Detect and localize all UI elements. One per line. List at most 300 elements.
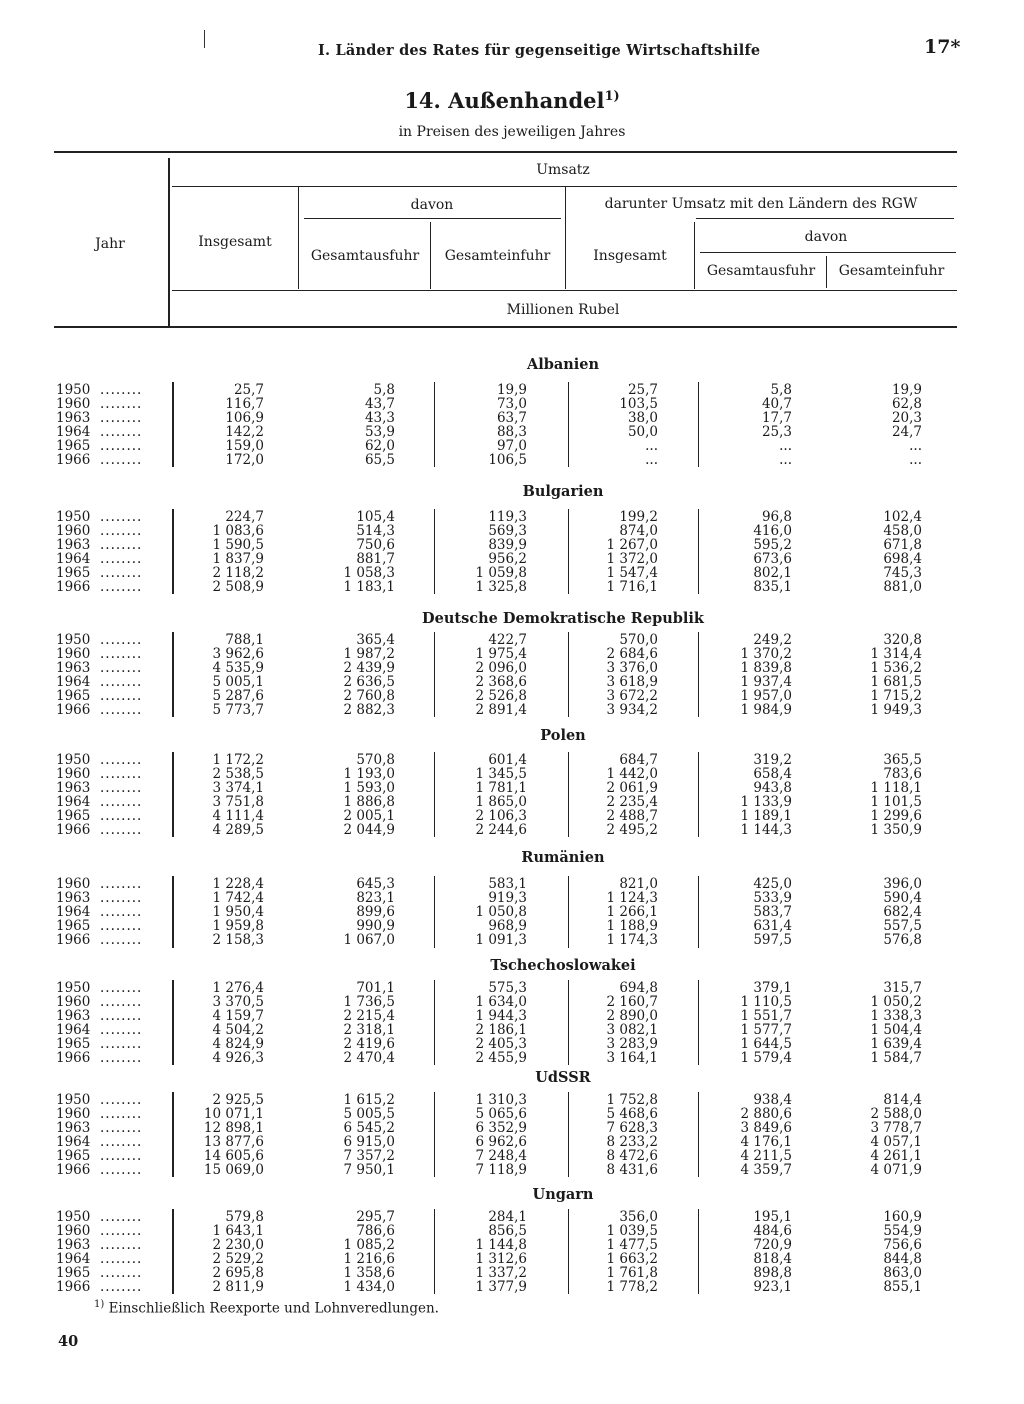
- value-cell: 1 644,5: [740, 1035, 792, 1052]
- value-cell: 19,9: [496, 382, 527, 398]
- value-cell: 199,2: [619, 509, 658, 525]
- value-cell: 1 577,7: [740, 1021, 792, 1038]
- table-row: [0, 1009, 1024, 1023]
- value-cell: 2 158,3: [212, 931, 264, 948]
- value-cell: 3 751,8: [212, 793, 264, 810]
- table-subtitle: in Preisen des jeweiligen Jahres: [398, 124, 626, 140]
- value-cell: 7 248,4: [475, 1147, 527, 1164]
- value-cell: 2 318,1: [343, 1021, 395, 1038]
- dot-leader: ........: [100, 1105, 143, 1122]
- value-cell: 1 050,2: [870, 993, 922, 1010]
- value-cell: 823,1: [356, 889, 395, 906]
- value-cell: 2 508,9: [212, 578, 264, 595]
- value-cell: 1 216,6: [343, 1250, 395, 1267]
- value-cell: 2 538,5: [212, 765, 264, 782]
- value-cell: 745,3: [883, 564, 922, 581]
- year-cell: 1960: [56, 645, 91, 662]
- value-cell: 783,6: [883, 765, 922, 782]
- value-cell: 224,7: [225, 509, 264, 525]
- value-cell: 4 504,2: [212, 1021, 264, 1038]
- year-cell: 1964: [56, 793, 91, 810]
- value-cell: 673,6: [753, 550, 792, 567]
- table-row: [0, 1051, 1024, 1065]
- year-cell: 1966: [56, 1049, 91, 1066]
- dot-leader: ........: [100, 807, 143, 824]
- value-cell: 3 934,2: [606, 701, 658, 718]
- value-cell: 6 962,6: [475, 1133, 527, 1150]
- year-cell: 1963: [56, 1236, 91, 1253]
- year-cell: 1965: [56, 917, 91, 934]
- table-row: [0, 781, 1024, 795]
- value-cell: 1 957,0: [740, 687, 792, 704]
- value-cell: 97,0: [496, 437, 527, 454]
- value-cell: 1 477,5: [606, 1236, 658, 1253]
- value-cell: 684,7: [619, 752, 658, 768]
- value-cell: 1 085,2: [343, 1236, 395, 1253]
- value-cell: 1 975,4: [475, 645, 527, 662]
- value-cell: 756,6: [883, 1236, 922, 1253]
- year-cell: 1965: [56, 687, 91, 704]
- value-cell: 821,0: [619, 876, 658, 892]
- value-cell: 1 345,5: [475, 765, 527, 782]
- year-cell: 1964: [56, 1133, 91, 1150]
- value-cell: 1 228,4: [212, 876, 264, 892]
- value-cell: 631,4: [753, 917, 792, 934]
- dot-leader: ........: [100, 903, 143, 920]
- value-cell: 105,4: [356, 509, 395, 525]
- value-cell: 1 188,9: [606, 917, 658, 934]
- value-cell: 2 186,1: [475, 1021, 527, 1038]
- value-cell: 4 211,5: [740, 1147, 792, 1164]
- value-cell: 1 124,3: [606, 889, 658, 906]
- year-cell: 1966: [56, 931, 91, 948]
- year-cell: 1963: [56, 536, 91, 553]
- value-cell: 1 442,0: [606, 765, 658, 782]
- table-row: [0, 767, 1024, 781]
- year-cell: 1964: [56, 550, 91, 567]
- value-cell: 2 925,5: [212, 1092, 264, 1108]
- year-cell: 1960: [56, 765, 91, 782]
- value-cell: ...: [645, 437, 658, 454]
- value-cell: 1 059,8: [475, 564, 527, 581]
- value-cell: 142,2: [225, 423, 264, 440]
- value-cell: 595,2: [753, 536, 792, 553]
- value-cell: 1 039,5: [606, 1222, 658, 1239]
- section-label: Ungarn: [532, 1186, 594, 1203]
- value-cell: ...: [909, 451, 922, 468]
- header-umsatz: Umsatz: [536, 162, 590, 178]
- value-cell: 484,6: [753, 1222, 792, 1239]
- value-cell: 2 230,0: [212, 1236, 264, 1253]
- dot-leader: ........: [100, 1209, 143, 1225]
- table-row: [0, 524, 1024, 538]
- table-row: [0, 1238, 1024, 1252]
- dot-leader: ........: [100, 1133, 143, 1150]
- header-unit: Millionen Rubel: [506, 302, 620, 318]
- table-row: [0, 795, 1024, 809]
- value-cell: 1 536,2: [870, 659, 922, 676]
- header-rgw-davon: davon: [804, 229, 848, 245]
- dot-leader: ........: [100, 509, 143, 525]
- dot-leader: ........: [100, 1222, 143, 1239]
- value-cell: 694,8: [619, 980, 658, 996]
- value-cell: 583,1: [488, 876, 527, 892]
- table-row: [0, 647, 1024, 661]
- table-title: [0, 88, 1024, 113]
- value-cell: 50,0: [627, 423, 658, 440]
- dot-leader: ........: [100, 980, 143, 996]
- margin-mark: [204, 30, 205, 48]
- table-row: [0, 877, 1024, 891]
- value-cell: 2 588,0: [870, 1105, 922, 1122]
- header-rgw-gesamteinfuhr: Gesamteinfuhr: [838, 263, 945, 279]
- title-footnote-ref: 1): [604, 89, 620, 104]
- dot-leader: ........: [100, 395, 143, 412]
- value-cell: 576,8: [883, 931, 922, 948]
- table-row: [0, 689, 1024, 703]
- value-cell: 1 639,4: [870, 1035, 922, 1052]
- value-cell: 1 325,8: [475, 578, 527, 595]
- value-cell: 2 439,9: [343, 659, 395, 676]
- value-cell: 1 984,9: [740, 701, 792, 718]
- value-cell: 15 069,0: [203, 1161, 264, 1178]
- year-cell: 1966: [56, 578, 91, 595]
- value-cell: 881,0: [883, 578, 922, 595]
- dot-leader: ........: [100, 659, 143, 676]
- value-cell: 1 716,1: [606, 578, 658, 595]
- value-cell: 195,1: [753, 1209, 792, 1225]
- value-cell: 172,0: [225, 451, 264, 468]
- value-cell: 990,9: [356, 917, 395, 934]
- value-cell: 2 096,0: [475, 659, 527, 676]
- value-cell: 1 551,7: [740, 1007, 792, 1024]
- value-cell: 2 244,6: [475, 821, 527, 838]
- header-rgw-gesamtausfuhr: Gesamtausfuhr: [706, 263, 816, 279]
- value-cell: 1 987,2: [343, 645, 395, 662]
- value-cell: 839,9: [488, 536, 527, 553]
- value-cell: 3 672,2: [606, 687, 658, 704]
- value-cell: 1 886,8: [343, 793, 395, 810]
- value-cell: 4 926,3: [212, 1049, 264, 1066]
- value-cell: 1 067,0: [343, 931, 395, 948]
- table-row: [0, 633, 1024, 647]
- value-cell: 4 261,1: [870, 1147, 922, 1164]
- value-cell: 2 488,7: [606, 807, 658, 824]
- value-cell: 1 172,2: [212, 752, 264, 768]
- year-cell: 1950: [56, 752, 91, 768]
- value-cell: 10 071,1: [203, 1105, 264, 1122]
- table-row: [0, 1023, 1024, 1037]
- value-cell: 159,0: [225, 437, 264, 454]
- header-divider-4: [694, 222, 695, 289]
- page-tag: 17*: [924, 36, 961, 58]
- table-row: [0, 1224, 1024, 1238]
- value-cell: 5 065,6: [475, 1105, 527, 1122]
- value-cell: 2 044,9: [343, 821, 395, 838]
- table-row: [0, 1135, 1024, 1149]
- value-cell: 8 431,6: [606, 1161, 658, 1178]
- value-cell: 1 579,4: [740, 1049, 792, 1066]
- dot-leader: ........: [100, 1250, 143, 1267]
- value-cell: 923,1: [753, 1278, 792, 1295]
- value-cell: 1 193,0: [343, 765, 395, 782]
- value-cell: 14 605,6: [203, 1147, 264, 1164]
- dot-leader: ........: [100, 451, 143, 468]
- value-cell: 1 101,5: [870, 793, 922, 810]
- year-cell: 1964: [56, 423, 91, 440]
- value-cell: 2 684,6: [606, 645, 658, 662]
- dot-leader: ........: [100, 765, 143, 782]
- value-cell: 2 695,8: [212, 1264, 264, 1281]
- value-cell: 1 547,4: [606, 564, 658, 581]
- value-cell: 7 628,3: [606, 1119, 658, 1136]
- value-cell: 3 618,9: [606, 673, 658, 690]
- value-cell: 1 337,2: [475, 1264, 527, 1281]
- value-cell: 5 773,7: [212, 701, 264, 718]
- value-cell: 3 374,1: [212, 779, 264, 796]
- table-row: [0, 891, 1024, 905]
- value-cell: 379,1: [753, 980, 792, 996]
- value-cell: 2 368,6: [475, 673, 527, 690]
- value-cell: 1 434,0: [343, 1278, 395, 1295]
- header-divider-1: [298, 187, 299, 289]
- value-cell: 1 144,8: [475, 1236, 527, 1253]
- dot-leader: ........: [100, 701, 143, 718]
- table-row: [0, 675, 1024, 689]
- header-insgesamt: Insgesamt: [198, 234, 272, 250]
- value-cell: 2 890,0: [606, 1007, 658, 1024]
- value-cell: 2 061,9: [606, 779, 658, 796]
- value-cell: 43,7: [364, 395, 395, 412]
- dot-leader: ........: [100, 673, 143, 690]
- section-label: UdSSR: [535, 1069, 591, 1086]
- value-cell: 458,0: [883, 522, 922, 539]
- value-cell: 160,9: [883, 1209, 922, 1225]
- year-cell: 1950: [56, 1209, 91, 1225]
- section-label: Bulgarien: [522, 483, 604, 500]
- value-cell: 943,8: [753, 779, 792, 796]
- value-cell: 2 636,5: [343, 673, 395, 690]
- value-cell: 1 634,0: [475, 993, 527, 1010]
- value-cell: 1 950,4: [212, 903, 264, 920]
- year-cell: 1965: [56, 1035, 91, 1052]
- value-cell: 1 058,3: [343, 564, 395, 581]
- value-cell: 569,3: [488, 522, 527, 539]
- table-row: [0, 823, 1024, 837]
- header-davon: davon: [410, 197, 454, 213]
- value-cell: 1 742,4: [212, 889, 264, 906]
- value-cell: 102,4: [883, 509, 922, 525]
- value-cell: 1 865,0: [475, 793, 527, 810]
- value-cell: 1 590,5: [212, 536, 264, 553]
- value-cell: 5 468,6: [606, 1105, 658, 1122]
- header-rgw: darunter Umsatz mit den Ländern des RGW: [604, 196, 918, 212]
- value-cell: 2 160,7: [606, 993, 658, 1010]
- value-cell: 38,0: [627, 409, 658, 426]
- dot-leader: ........: [100, 382, 143, 398]
- header-top-rule: [54, 151, 957, 153]
- value-cell: 25,7: [233, 382, 264, 398]
- value-cell: 750,6: [356, 536, 395, 553]
- value-cell: 425,0: [753, 876, 792, 892]
- header-gesamteinfuhr: Gesamteinfuhr: [444, 248, 551, 264]
- table-row: [0, 919, 1024, 933]
- value-cell: 1 314,4: [870, 645, 922, 662]
- value-cell: 919,3: [488, 889, 527, 906]
- dot-leader: ........: [100, 1236, 143, 1253]
- value-cell: 1 837,9: [212, 550, 264, 567]
- table-row: [0, 439, 1024, 453]
- dot-leader: ........: [100, 564, 143, 581]
- value-cell: ...: [909, 437, 922, 454]
- page-number: 40: [58, 1333, 79, 1350]
- value-cell: 818,4: [753, 1250, 792, 1267]
- year-cell: 1965: [56, 437, 91, 454]
- dot-leader: ........: [100, 1278, 143, 1295]
- header-gesamtausfuhr: Gesamtausfuhr: [310, 248, 420, 264]
- value-cell: 63,7: [496, 409, 527, 426]
- value-cell: 899,6: [356, 903, 395, 920]
- value-cell: 2 882,3: [343, 701, 395, 718]
- value-cell: 7 950,1: [343, 1161, 395, 1178]
- value-cell: 4 111,4: [212, 807, 264, 824]
- dot-leader: ........: [100, 550, 143, 567]
- value-cell: 514,3: [356, 522, 395, 539]
- value-cell: 1 174,3: [606, 931, 658, 948]
- value-cell: ...: [779, 437, 792, 454]
- value-cell: 698,4: [883, 550, 922, 567]
- table-row: [0, 995, 1024, 1009]
- value-cell: 682,4: [883, 903, 922, 920]
- value-cell: 24,7: [891, 423, 922, 440]
- section-label: Polen: [540, 727, 586, 744]
- year-cell: 1963: [56, 889, 91, 906]
- value-cell: 365,4: [356, 632, 395, 648]
- dot-leader: ........: [100, 993, 143, 1010]
- table-row: [0, 753, 1024, 767]
- dot-leader: ........: [100, 1007, 143, 1024]
- year-cell: 1960: [56, 522, 91, 539]
- value-cell: 88,3: [496, 423, 527, 440]
- value-cell: 422,7: [488, 632, 527, 648]
- value-cell: 844,8: [883, 1250, 922, 1267]
- dot-leader: ........: [100, 1035, 143, 1052]
- value-cell: 1 050,8: [475, 903, 527, 920]
- dot-leader: ........: [100, 876, 143, 892]
- year-cell: 1965: [56, 807, 91, 824]
- year-cell: 1964: [56, 1250, 91, 1267]
- value-cell: 3 849,6: [740, 1119, 792, 1136]
- dot-leader: ........: [100, 1021, 143, 1038]
- table-row: [0, 1121, 1024, 1135]
- value-cell: 968,9: [488, 917, 527, 934]
- value-cell: 1 370,2: [740, 645, 792, 662]
- value-cell: 3 778,7: [870, 1119, 922, 1136]
- value-cell: 4 359,7: [740, 1161, 792, 1178]
- value-cell: 1 681,5: [870, 673, 922, 690]
- value-cell: 1 312,6: [475, 1250, 527, 1267]
- table-row: [0, 566, 1024, 580]
- year-cell: 1960: [56, 993, 91, 1010]
- header-jahr: Jahr: [95, 236, 125, 252]
- value-cell: 788,1: [225, 632, 264, 648]
- table-row: [0, 933, 1024, 947]
- year-cell: 1963: [56, 779, 91, 796]
- value-cell: 319,2: [753, 752, 792, 768]
- year-cell: 1960: [56, 1222, 91, 1239]
- value-cell: 2 118,2: [212, 564, 264, 581]
- table-row: [0, 425, 1024, 439]
- value-cell: 720,9: [753, 1236, 792, 1253]
- year-cell: 1965: [56, 1147, 91, 1164]
- value-cell: 25,3: [761, 423, 792, 440]
- value-cell: 1 736,5: [343, 993, 395, 1010]
- value-cell: 6 545,2: [343, 1119, 395, 1136]
- table-title-text: 14. Außenhandel: [404, 88, 605, 113]
- value-cell: 2 891,4: [475, 701, 527, 718]
- rgw-rule: [696, 218, 954, 219]
- dot-leader: ........: [100, 437, 143, 454]
- value-cell: 4 159,7: [212, 1007, 264, 1024]
- value-cell: ...: [779, 451, 792, 468]
- year-cell: 1965: [56, 564, 91, 581]
- table-row: [0, 1266, 1024, 1280]
- value-cell: 106,9: [225, 409, 264, 426]
- dot-leader: ........: [100, 645, 143, 662]
- value-cell: 7 357,2: [343, 1147, 395, 1164]
- value-cell: 671,8: [883, 536, 922, 553]
- value-cell: 583,7: [753, 903, 792, 920]
- table-row: [0, 981, 1024, 995]
- value-cell: 2 215,4: [343, 1007, 395, 1024]
- value-cell: 1 189,1: [740, 807, 792, 824]
- value-cell: 96,8: [761, 509, 792, 525]
- value-cell: 416,0: [753, 522, 792, 539]
- value-cell: 1 183,1: [343, 578, 395, 595]
- dot-leader: ........: [100, 917, 143, 934]
- table-row: [0, 1037, 1024, 1051]
- year-cell: 1960: [56, 876, 91, 892]
- value-cell: 579,8: [225, 1209, 264, 1225]
- value-cell: 1 643,1: [212, 1222, 264, 1239]
- dot-leader: ........: [100, 1119, 143, 1136]
- year-cell: 1950: [56, 632, 91, 648]
- value-cell: 1 377,9: [475, 1278, 527, 1295]
- value-cell: 6 352,9: [475, 1119, 527, 1136]
- value-cell: 4 176,1: [740, 1133, 792, 1150]
- table-row: [0, 661, 1024, 675]
- value-cell: 116,7: [225, 395, 264, 412]
- year-cell: 1960: [56, 1105, 91, 1122]
- value-cell: 7 118,9: [475, 1161, 527, 1178]
- dot-leader: ........: [100, 793, 143, 810]
- value-cell: 1 091,3: [475, 931, 527, 948]
- year-cell: 1966: [56, 1278, 91, 1295]
- dot-leader: ........: [100, 1049, 143, 1066]
- year-cell: 1963: [56, 1119, 91, 1136]
- value-cell: 881,7: [356, 550, 395, 567]
- value-cell: 25,7: [627, 382, 658, 398]
- value-cell: 1 949,3: [870, 701, 922, 718]
- dot-leader: ........: [100, 889, 143, 906]
- value-cell: 658,4: [753, 765, 792, 782]
- table-row: [0, 580, 1024, 594]
- year-cell: 1963: [56, 659, 91, 676]
- table-row: [0, 397, 1024, 411]
- value-cell: 835,1: [753, 578, 792, 595]
- table-row: [0, 905, 1024, 919]
- value-cell: 295,7: [356, 1209, 395, 1225]
